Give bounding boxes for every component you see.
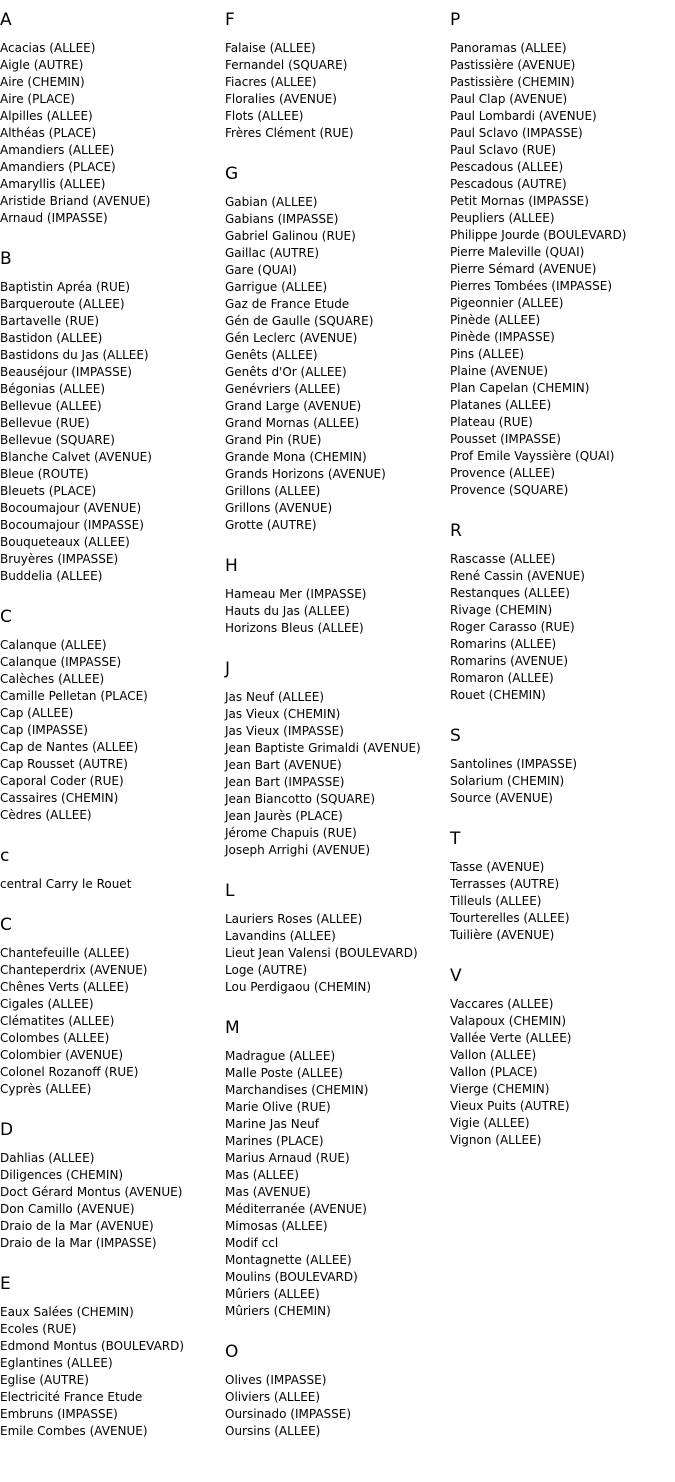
street-name: Mas (ALLEE): [225, 1168, 299, 1182]
street-name: Rivage (CHEMIN): [450, 603, 553, 617]
street-name: Paul Sclavo (RUE): [450, 143, 557, 157]
street-name: Provence (ALLEE): [450, 466, 556, 480]
street-name: Grillons (ALLEE): [225, 484, 321, 498]
street-name: Jérome Chapuis (RUE): [225, 826, 357, 840]
street-name: Solarium (CHEMIN): [450, 774, 565, 788]
street-list: [225, 689, 450, 859]
street-name: Bocoumajour (IMPASSE): [0, 518, 144, 532]
letter-section: [0, 1120, 225, 1252]
street-name: Panoramas (ALLEE): [450, 41, 567, 55]
section-letter-heading: A: [0, 10, 12, 30]
street-name: Gabriel Galinou (RUE): [225, 229, 356, 243]
street-name: Calanque (IMPASSE): [0, 655, 122, 669]
section-letter-heading: G: [225, 164, 239, 184]
street-name: Gaz de France Etude: [225, 297, 350, 311]
street-name: Cigales (ALLEE): [0, 997, 94, 1011]
street-name: Source (AVENUE): [450, 791, 553, 805]
street-name: Pescadous (ALLEE): [450, 160, 564, 174]
street-name: Emile Combes (AVENUE): [0, 1424, 148, 1438]
street-name: Embruns (IMPASSE): [0, 1407, 118, 1421]
section-letter-heading: C: [0, 607, 12, 627]
street-name: Vigie (ALLEE): [450, 1116, 530, 1130]
letter-section: [225, 10, 450, 142]
section-letter-heading: R: [450, 521, 462, 541]
street-name: Jas Vieux (CHEMIN): [225, 707, 341, 721]
section-letter-heading: B: [0, 249, 12, 269]
section-letter-heading: L: [225, 881, 235, 901]
street-name: Cap (ALLEE): [0, 706, 74, 720]
street-list: [450, 859, 675, 944]
street-name: Dahlias (ALLEE): [0, 1151, 95, 1165]
street-name: Diligences (CHEMIN): [0, 1168, 124, 1182]
section-letter-heading: V: [450, 966, 462, 986]
street-list: [0, 637, 225, 824]
section-letter-heading: S: [450, 726, 461, 746]
street-name: Pastissière (CHEMIN): [450, 75, 575, 89]
street-list: [225, 40, 450, 142]
street-name: Eglantines (ALLEE): [0, 1356, 113, 1370]
street-name: Doct Gérard Montus (AVENUE): [0, 1185, 183, 1199]
street-name: Malle Poste (ALLEE): [225, 1066, 343, 1080]
street-name: Pierres Tombées (IMPASSE): [450, 279, 613, 293]
street-name: Aire (CHEMIN): [0, 75, 85, 89]
street-name: Bocoumajour (AVENUE): [0, 501, 142, 515]
street-name: Modif ccl: [225, 1236, 279, 1250]
street-name: Gén Leclerc (AVENUE): [225, 331, 358, 345]
street-name: Draio de la Mar (IMPASSE): [0, 1236, 157, 1250]
street-name: Bleue (ROUTE): [0, 467, 89, 481]
street-name: Rouet (CHEMIN): [450, 688, 546, 702]
street-name: Jas Neuf (ALLEE): [225, 690, 325, 704]
street-list: [0, 1150, 225, 1252]
street-name: Oliviers (ALLEE): [225, 1390, 321, 1404]
street-name: Bartavelle (RUE): [0, 314, 99, 328]
section-letter-heading: c: [0, 846, 10, 866]
street-name: Madrague (ALLEE): [225, 1049, 336, 1063]
street-name: Amaryllis (ALLEE): [0, 177, 106, 191]
letter-section: [0, 1274, 225, 1440]
street-name: Don Camillo (AVENUE): [0, 1202, 135, 1216]
street-name: Olives (IMPASSE): [225, 1373, 327, 1387]
street-name: Pescadous (AUTRE): [450, 177, 567, 191]
street-name: Chantefeuille (ALLEE): [0, 946, 130, 960]
section-letter-heading: F: [225, 10, 235, 30]
street-name: Mûriers (ALLEE): [225, 1287, 320, 1301]
street-name: Aigle (AUTRE): [0, 58, 84, 72]
street-name: Gare (QUAI): [225, 263, 297, 277]
street-name: Aire (PLACE): [0, 92, 75, 106]
street-name: Romarins (ALLEE): [450, 637, 557, 651]
street-name: Colombier (AVENUE): [0, 1048, 124, 1062]
street-name: Pousset (IMPASSE): [450, 432, 561, 446]
street-name: Grand Large (AVENUE): [225, 399, 362, 413]
street-name: Genêts d'Or (ALLEE): [225, 365, 347, 379]
street-name: Genêts (ALLEE): [225, 348, 318, 362]
street-name: Marchandises (CHEMIN): [225, 1083, 369, 1097]
street-list: [225, 194, 450, 534]
street-name: Bellevue (RUE): [0, 416, 90, 430]
street-name: Terrasses (AUTRE): [450, 877, 560, 891]
street-list: [450, 551, 675, 704]
letter-section: [0, 607, 225, 824]
street-name: Frères Clément (RUE): [225, 126, 354, 140]
street-name: Philippe Jourde (BOULEVARD): [450, 228, 627, 242]
street-name: Tasse (AVENUE): [450, 860, 545, 874]
street-name: Pigeonnier (ALLEE): [450, 296, 564, 310]
street-name: Jas Vieux (IMPASSE): [225, 724, 344, 738]
street-name: Plateau (RUE): [450, 415, 533, 429]
street-name: Gabian (ALLEE): [225, 195, 318, 209]
street-name: Fernandel (SQUARE): [225, 58, 348, 72]
street-name: Baptistin Apréa (RUE): [0, 280, 131, 294]
street-name: Vaccares (ALLEE): [450, 997, 554, 1011]
section-letter-heading: C: [0, 915, 12, 935]
street-name: Barqueroute (ALLEE): [0, 297, 125, 311]
street-name: Ecoles (RUE): [0, 1322, 77, 1336]
street-name: Grand Mornas (ALLEE): [225, 416, 360, 430]
street-name: Camille Pelletan (PLACE): [0, 689, 148, 703]
street-name: Méditerranée (AVENUE): [225, 1202, 367, 1216]
letter-section: [0, 915, 225, 1098]
section-letter-heading: O: [225, 1342, 239, 1362]
street-name: Jean Biancotto (SQUARE): [225, 792, 376, 806]
letter-section: [0, 249, 225, 585]
letter-section: [450, 829, 675, 944]
street-list: [0, 876, 225, 893]
index-column: [225, 10, 450, 1462]
street-name: Arnaud (IMPASSE): [0, 211, 108, 225]
section-letter-heading: M: [225, 1018, 240, 1038]
street-name: Chanteperdrix (AVENUE): [0, 963, 148, 977]
street-name: Vierge (CHEMIN): [450, 1082, 550, 1096]
street-name: Restanques (ALLEE): [450, 586, 570, 600]
street-name: Althéas (PLACE): [0, 126, 97, 140]
street-name: Oursinado (IMPASSE): [225, 1407, 352, 1421]
street-name: Bellevue (SQUARE): [0, 433, 115, 447]
street-name: Tilleuls (ALLEE): [450, 894, 542, 908]
street-name: Grands Horizons (AVENUE): [225, 467, 386, 481]
letter-section: [450, 10, 675, 499]
letter-section: [225, 556, 450, 637]
letter-section: [225, 164, 450, 534]
street-name: Mimosas (ALLEE): [225, 1219, 328, 1233]
street-name: Edmond Montus (BOULEVARD): [0, 1339, 185, 1353]
street-name: Tuilière (AVENUE): [450, 928, 555, 942]
street-name: Cyprès (ALLEE): [0, 1082, 92, 1096]
street-list: [225, 911, 450, 996]
street-name: Vieux Puits (AUTRE): [450, 1099, 570, 1113]
street-name: Provence (SQUARE): [450, 483, 569, 497]
street-name: Pinède (IMPASSE): [450, 330, 555, 344]
letter-section: [0, 846, 225, 893]
street-name: Romarins (AVENUE): [450, 654, 569, 668]
street-list: [225, 1372, 450, 1440]
street-name: Plaine (AVENUE): [450, 364, 548, 378]
street-name: Loge (AUTRE): [225, 963, 308, 977]
street-name: Gaillac (AUTRE): [225, 246, 320, 260]
street-name: Marius Arnaud (RUE): [225, 1151, 350, 1165]
street-name: Aristide Briand (AVENUE): [0, 194, 151, 208]
street-name: Hameau Mer (IMPASSE): [225, 587, 367, 601]
letter-section: [225, 1342, 450, 1440]
street-name: Clématites (ALLEE): [0, 1014, 115, 1028]
street-name: Chênes Verts (ALLEE): [0, 980, 129, 994]
street-name: Marie Olive (RUE): [225, 1100, 331, 1114]
street-name: Tourterelles (ALLEE): [450, 911, 570, 925]
street-name: Jean Baptiste Grimaldi (AVENUE): [225, 741, 421, 755]
street-name: Platanes (ALLEE): [450, 398, 552, 412]
street-name: Jean Bart (IMPASSE): [225, 775, 345, 789]
street-name: Hauts du Jas (ALLEE): [225, 604, 350, 618]
street-name: René Cassin (AVENUE): [450, 569, 585, 583]
section-letter-heading: T: [450, 829, 461, 849]
street-name: Colonel Rozanoff (RUE): [0, 1065, 139, 1079]
street-name: Montagnette (ALLEE): [225, 1253, 352, 1267]
street-name: Bellevue (ALLEE): [0, 399, 102, 413]
street-name: Vallée Verte (ALLEE): [450, 1031, 572, 1045]
street-list: [0, 945, 225, 1098]
street-name: Blanche Calvet (AVENUE): [0, 450, 152, 464]
index-column: [450, 10, 675, 1171]
section-letter-heading: J: [225, 659, 231, 679]
street-name: Vallon (PLACE): [450, 1065, 538, 1079]
street-name: Beauséjour (IMPASSE): [0, 365, 132, 379]
street-name: Cassaires (CHEMIN): [0, 791, 119, 805]
street-name: Paul Lombardi (AVENUE): [450, 109, 597, 123]
section-letter-heading: E: [0, 1274, 11, 1294]
street-name: Moulins (BOULEVARD): [225, 1270, 358, 1284]
street-name: Petit Mornas (IMPASSE): [450, 194, 589, 208]
street-name: Calèches (ALLEE): [0, 672, 105, 686]
street-name: Amandiers (PLACE): [0, 160, 116, 174]
street-name: Flots (ALLEE): [225, 109, 304, 123]
street-name: Valapoux (CHEMIN): [450, 1014, 567, 1028]
street-name: Grande Mona (CHEMIN): [225, 450, 367, 464]
street-name: Falaise (ALLEE): [225, 41, 316, 55]
street-list: [450, 756, 675, 807]
street-name: Grillons (AVENUE): [225, 501, 333, 515]
street-list: [450, 40, 675, 499]
street-list: [0, 40, 225, 227]
street-name: Calanque (ALLEE): [0, 638, 107, 652]
street-name: Cap de Nantes (ALLEE): [0, 740, 139, 754]
street-name: Bastidons du Jas (ALLEE): [0, 348, 149, 362]
index-column: [0, 10, 225, 1462]
street-list: [450, 996, 675, 1149]
street-name: Mas (AVENUE): [225, 1185, 311, 1199]
street-name: Prof Emile Vayssière (QUAI): [450, 449, 615, 463]
street-name: Cap Rousset (AUTRE): [0, 757, 128, 771]
street-name: central Carry le Rouet: [0, 877, 132, 891]
street-name: Pierre Sémard (AVENUE): [450, 262, 597, 276]
street-name: Vallon (ALLEE): [450, 1048, 537, 1062]
letter-section: [450, 521, 675, 704]
street-name: Bouqueteaux (ALLEE): [0, 535, 130, 549]
letter-section: [450, 726, 675, 807]
street-name: Paul Sclavo (IMPASSE): [450, 126, 583, 140]
street-name: Cèdres (ALLEE): [0, 808, 92, 822]
letter-section: [450, 966, 675, 1149]
street-name: Buddelia (ALLEE): [0, 569, 103, 583]
street-name: Romaron (ALLEE): [450, 671, 554, 685]
street-name: Plan Capelan (CHEMIN): [450, 381, 590, 395]
street-name: Oursins (ALLEE): [225, 1424, 321, 1438]
street-name: Bégonias (ALLEE): [0, 382, 106, 396]
letter-section: [225, 1018, 450, 1320]
street-name: Lauriers Roses (ALLEE): [225, 912, 363, 926]
street-list: [0, 1304, 225, 1440]
street-name: Fiacres (ALLEE): [225, 75, 317, 89]
street-name: Garrigue (ALLEE): [225, 280, 328, 294]
letter-section: [225, 881, 450, 996]
street-name: Bleuets (PLACE): [0, 484, 97, 498]
street-name: Caporal Coder (RUE): [0, 774, 124, 788]
street-name: Santolines (IMPASSE): [450, 757, 578, 771]
street-name: Horizons Bleus (ALLEE): [225, 621, 364, 635]
street-name: Jean Bart (AVENUE): [225, 758, 342, 772]
street-name: Mûriers (CHEMIN): [225, 1304, 331, 1318]
street-name: Lieut Jean Valensi (BOULEVARD): [225, 946, 418, 960]
street-name: Alpilles (ALLEE): [0, 109, 93, 123]
street-name: Pinède (ALLEE): [450, 313, 541, 327]
street-name: Marines (PLACE): [225, 1134, 324, 1148]
street-name: Vignon (ALLEE): [450, 1133, 542, 1147]
street-name: Acacias (ALLEE): [0, 41, 96, 55]
street-name: Marine Jas Neuf: [225, 1117, 319, 1131]
street-name: Peupliers (ALLEE): [450, 211, 555, 225]
street-name: Roger Carasso (RUE): [450, 620, 575, 634]
street-name: Jean Jaurès (PLACE): [225, 809, 343, 823]
street-name: Pins (ALLEE): [450, 347, 525, 361]
street-name: Pastissière (AVENUE): [450, 58, 576, 72]
street-name: Bruyères (IMPASSE): [0, 552, 119, 566]
street-list: [225, 1048, 450, 1320]
street-name: Eaux Salées (CHEMIN): [0, 1305, 134, 1319]
street-name: Grotte (AUTRE): [225, 518, 317, 532]
street-name: Electricité France Etude: [0, 1390, 143, 1404]
street-name: Gén de Gaulle (SQUARE): [225, 314, 374, 328]
street-name: Grand Pin (RUE): [225, 433, 322, 447]
street-name: Gabians (IMPASSE): [225, 212, 339, 226]
street-name: Lou Perdigaou (CHEMIN): [225, 980, 372, 994]
section-letter-heading: D: [0, 1120, 14, 1140]
street-name: Pierre Maleville (QUAI): [450, 245, 585, 259]
street-name: Rascasse (ALLEE): [450, 552, 556, 566]
section-letter-heading: H: [225, 556, 238, 576]
street-name: Colombes (ALLEE): [0, 1031, 110, 1045]
street-list: [225, 586, 450, 637]
letter-section: [225, 659, 450, 859]
street-name: Amandiers (ALLEE): [0, 143, 115, 157]
street-name: Joseph Arrighi (AVENUE): [225, 843, 371, 857]
street-list: [0, 279, 225, 585]
street-name: Lavandins (ALLEE): [225, 929, 336, 943]
section-letter-heading: P: [450, 10, 461, 30]
street-name: Genévriers (ALLEE): [225, 382, 341, 396]
street-name: Draio de la Mar (AVENUE): [0, 1219, 154, 1233]
street-name: Bastidon (ALLEE): [0, 331, 103, 345]
letter-section: [0, 10, 225, 227]
street-name: Paul Clap (AVENUE): [450, 92, 568, 106]
street-name: Cap (IMPASSE): [0, 723, 88, 737]
street-name: Floralies (AVENUE): [225, 92, 337, 106]
street-name: Eglise (AUTRE): [0, 1373, 89, 1387]
